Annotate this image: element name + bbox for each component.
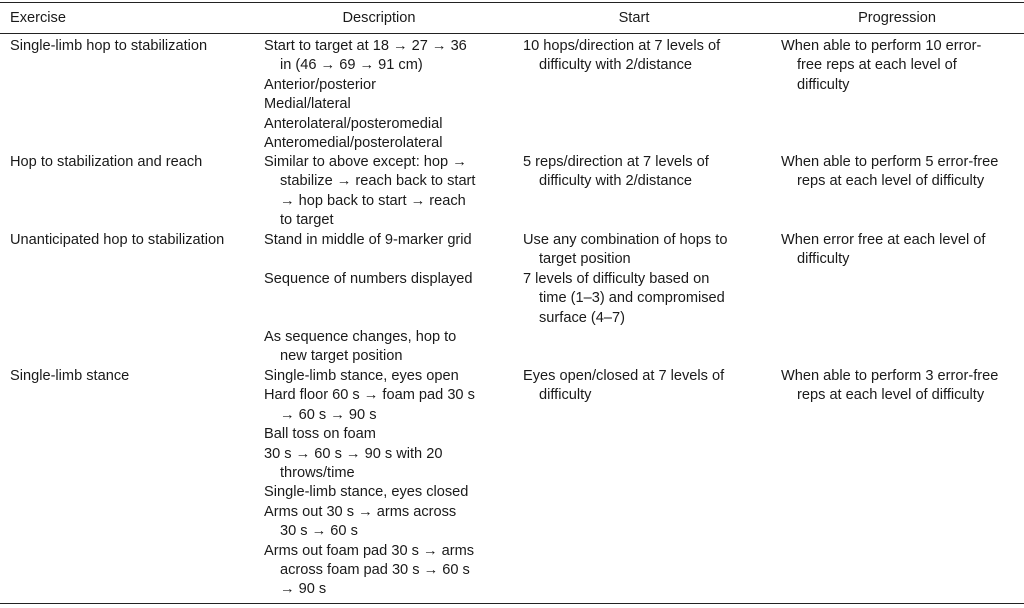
header-exercise: Exercise (10, 10, 66, 26)
row-4-start: Eyes open/closed at 7 levels of difficulty (523, 368, 725, 404)
header-divider (0, 33, 1024, 34)
row-2-start: 5 reps/direction at 7 levels of difficulty with 2/distance (523, 154, 709, 190)
row-2-progression: When able to perform 5 error-free reps at each level of difficulty (781, 154, 999, 190)
exercise-table (0, 2, 1024, 604)
row-3-start-b: 7 levels of difficulty based on time (1–3) and compromised surface (4–7) (523, 271, 725, 326)
row-4-progression: When able to perform 3 error-free reps at each level of difficulty (781, 368, 999, 404)
row-4-exercise: Single-limb stance (10, 368, 130, 384)
row-1-exercise: Single-limb hop to stabilization (10, 38, 208, 54)
row-4-description: Single-limb stance, eyes open Hard floor 60 s → foam pad 30 s → 60 s → 90 s Ball toss on foam 30 s → 60 s → 90 s with 20 throws/time Single-limb stance, eyes closed Arms out 30 s → arms across 30 s → 60 s Arms out foam pad 30 s → arms across foam pad 30 s → 60 s → 90 s (264, 368, 475, 598)
row-1-description: Start to target at 18 → 27 → 36 in (46 → 69 → 91 cm) Anterior/posterior Medial/lateral Anterolateral/posteromedial Anteromedial/posterolateral (264, 38, 467, 152)
header-start: Start (618, 10, 650, 26)
row-1-start: 10 hops/direction at 7 levels of difficulty with 2/distance (523, 38, 721, 74)
row-3-start-a: Use any combination of hops to target position (523, 232, 728, 268)
header-progression: Progression (858, 10, 936, 26)
row-3-exercise: Unanticipated hop to stabilization (10, 232, 225, 248)
row-3-progression: When error free at each level of difficulty (781, 232, 986, 268)
header-description: Description (342, 10, 416, 26)
row-3-description-c: As sequence changes, hop to new target position (264, 329, 457, 365)
row-3-description-a: Stand in middle of 9-marker grid (264, 232, 472, 248)
row-2-exercise: Hop to stabilization and reach (10, 154, 203, 170)
row-1-progression: When able to perform 10 error- free reps at each level of difficulty (781, 38, 982, 93)
row-3-description-b: Sequence of numbers displayed (264, 271, 473, 287)
row-2-description: Similar to above except: hop → stabilize → reach back to start → hop back to start → reach to target (264, 154, 476, 229)
